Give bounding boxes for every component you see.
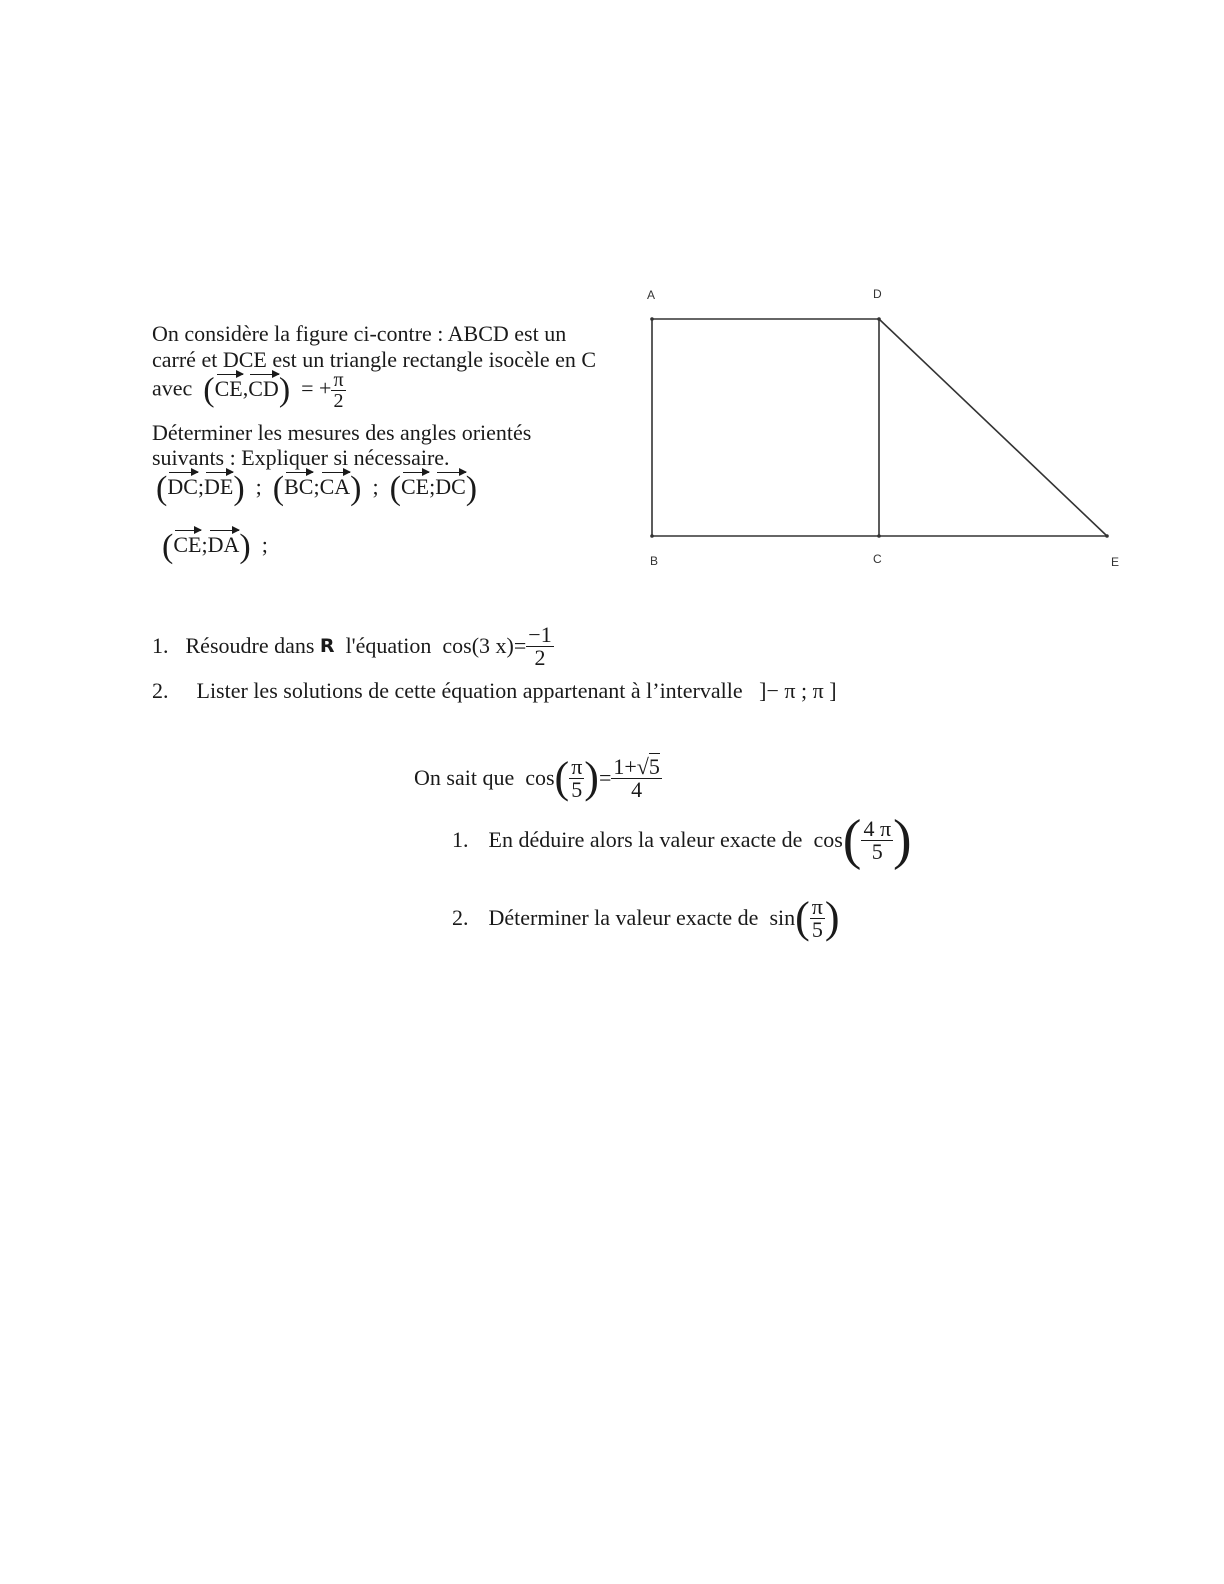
angle2-v2: CA — [319, 474, 351, 500]
exercise3-q1: 1. En déduire alors la valeur exacte de cos ( $\frac{4 \pi}{5}$ ) — [452, 809, 912, 871]
e3-rhs-sqrt: 5 — [648, 753, 660, 779]
real-set-symbol: R — [319, 635, 335, 657]
exercise2-q1 — [152, 620, 554, 672]
avec-label: avec — [152, 375, 193, 401]
exercise3-intro: On sait que cos ( $\frac{\pi}{5}$ ) = $\frac{1+√5}{4}$ — [414, 753, 660, 802]
q2-number: 2. — [152, 678, 169, 703]
point-label-d: D — [873, 287, 882, 301]
given-equals: = + — [301, 375, 332, 401]
given-frac-num: π — [333, 369, 344, 391]
separator: ; — [255, 474, 262, 500]
angle3-v1: CE — [400, 474, 430, 500]
exercise1-given-angle: avec (CE,CD) = + $\frac{\pi}{2}$ — [152, 369, 344, 412]
point-label-b: B — [650, 554, 659, 568]
e3-rhs-den: 4 — [611, 778, 662, 801]
q1-frac-num: −1 — [528, 621, 552, 647]
e3-q1-cos: cos — [813, 827, 843, 852]
point-label-e: E — [1111, 555, 1120, 569]
segment-de — [879, 319, 1107, 536]
e3-intro-text: On sait que — [414, 765, 515, 790]
e3-pi: π — [571, 753, 583, 779]
exercise3-q2: 2. Déterminer la valeur exacte de sin ( $\frac{\pi}{5}$ ) — [452, 893, 840, 942]
angle4: (CE;DA) ; — [162, 528, 268, 565]
given-frac-den: 2 — [331, 390, 345, 411]
exercise1-task-line1: Déterminer les mesures des angles orientés — [152, 420, 532, 445]
separator: ; — [372, 474, 379, 500]
angle4-v2: DA — [207, 532, 240, 558]
e3-q2-frac-num: π — [811, 893, 823, 919]
e3-q2-number: 2. — [452, 905, 469, 930]
angle1-v2: DE — [204, 474, 234, 500]
e3-rhs-prefix: 1+ — [613, 753, 637, 779]
q1-frac-den: 2 — [526, 646, 553, 669]
e3-cos: cos — [525, 765, 555, 790]
angle2-v1: BC — [284, 474, 314, 500]
e3-q1-frac-den: 5 — [861, 840, 893, 863]
separator: ; — [261, 532, 268, 558]
point-label-c: C — [873, 552, 882, 566]
e3-five: 5 — [569, 778, 584, 801]
q1-lhs: cos(3 x)= — [442, 633, 527, 658]
e3-q2-text: Déterminer la valeur exacte de — [488, 905, 759, 930]
e3-q1-number: 1. — [452, 827, 469, 852]
point-label-a: A — [647, 288, 656, 302]
e3-eq: = — [598, 765, 612, 790]
q1-number: 1. — [152, 633, 169, 658]
exercise1-task-line2: suivants : Expliquer si nécessaire. — [152, 445, 450, 470]
q2-text: Lister les solutions de cette équation appartenant à l’intervalle — [196, 678, 743, 703]
angles-list: (DC;DE) ; (BC;CA) ; (CE;DC) — [156, 470, 478, 507]
e3-q1-text: En déduire alors la valeur exacte de — [488, 827, 803, 852]
q1-text: Résoudre dans — [185, 633, 315, 658]
angle1-v1: DC — [167, 474, 198, 500]
angle4-v1: CE — [173, 532, 202, 558]
vector-cd: CD — [248, 375, 279, 401]
exercise1-intro-line1: On considère la figure ci-contre : ABCD est un — [152, 321, 567, 346]
q2-interval: ]− π ; π ] — [759, 678, 837, 703]
e3-q1-frac-num: 4 π — [863, 815, 892, 841]
e3-q2-sin: sin — [769, 905, 796, 930]
exercise1-intro-line2: carré et DCE est un triangle rectangle isocèle en C — [152, 347, 597, 372]
e3-q2-frac-den: 5 — [810, 918, 825, 941]
geometry-figure — [630, 280, 1130, 580]
q1-text2: l'équation — [345, 633, 432, 658]
angle3-v2: DC — [435, 474, 466, 500]
vector-ce: CE — [214, 375, 243, 401]
exercise2-q2 — [152, 678, 837, 704]
